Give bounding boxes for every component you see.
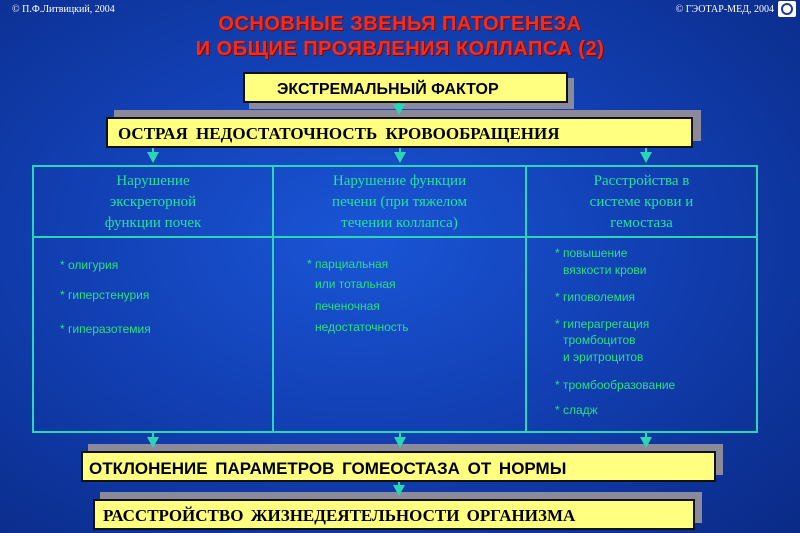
title-line-1: ОСНОВНЫЕ ЗВЕНЬЯ ПАТОГЕНЕЗА: [218, 13, 582, 35]
arrow-down-icon: [640, 152, 652, 163]
column-header-liver: Нарушение функции печени (при тяжелом течении коллапса): [332, 173, 467, 231]
list-item: * гиповолемия: [555, 290, 636, 304]
arrow-down-icon: [393, 104, 405, 115]
copyright-author: © П.Ф.Литвицкий, 2004: [12, 4, 115, 15]
title-line-2: И ОБЩИЕ ПРОЯВЛЕНИЯ КОЛЛАПСА (2): [195, 38, 605, 60]
arrow-down-icon: [147, 437, 159, 448]
life-disorder-box: РАССТРОЙСТВО ЖИЗНЕДЕЯТЕЛЬНОСТИ ОРГАНИЗМА: [93, 499, 695, 530]
list-item: * парциальная: [307, 257, 389, 271]
list-item: * повышение: [555, 246, 628, 260]
list-item: * гиперагрегация: [555, 317, 650, 331]
arrow-down-icon: [640, 437, 652, 448]
list-item: * тромбообразование: [555, 378, 676, 392]
arrow-down-icon: [393, 485, 405, 496]
table-header-divider: [32, 236, 758, 238]
list-item: тромбоцитов: [563, 333, 636, 347]
list-item: печеночная: [315, 299, 380, 313]
arrow-down-icon: [147, 152, 159, 163]
arrow-down-icon: [394, 437, 406, 448]
copyright-publisher: © ГЭОТАР-МЕД, 2004: [675, 4, 774, 15]
arrow-down-icon: [394, 152, 406, 163]
list-item: * гиперазотемия: [60, 322, 151, 336]
acute-insufficiency-box: ОСТРАЯ НЕДОСТАТОЧНОСТЬ КРОВООБРАЩЕНИЯ: [106, 117, 693, 148]
list-item: * гиперстенурия: [60, 288, 150, 302]
list-item: и эритроцитов: [563, 350, 644, 364]
homeostasis-deviation-box: ОТКЛОНЕНИЕ ПАРАМЕТРОВ ГОМЕОСТАЗА ОТ НОРМЫ: [81, 451, 716, 482]
list-item: * сладж: [555, 403, 598, 417]
list-item: недостаточность: [315, 320, 409, 334]
list-item: * олигурия: [60, 258, 119, 272]
list-item: вязкости крови: [563, 263, 647, 277]
list-item: или тотальная: [315, 277, 396, 291]
column-header-blood: Расстройства в системе крови и гемостаза: [589, 173, 694, 231]
extreme-factor-box: ЭКСТРЕМАЛЬНЫЙ ФАКТОР: [243, 72, 568, 103]
column-header-kidneys: Нарушение экскреторной функции почек: [104, 173, 202, 231]
